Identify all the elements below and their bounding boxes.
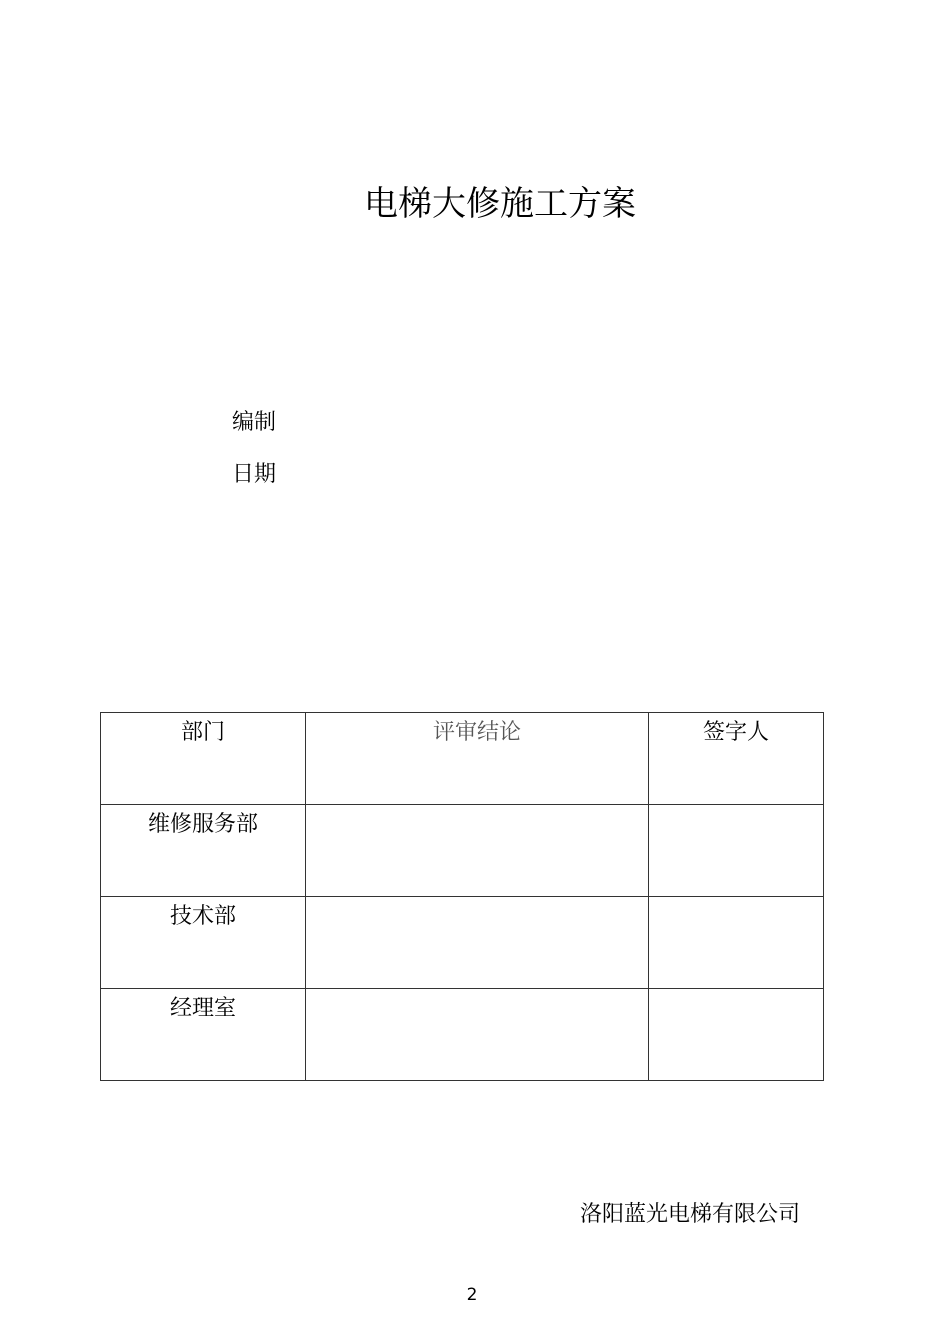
table-header-row: [101, 713, 824, 805]
signer-cell[interactable]: [649, 805, 824, 897]
department-cell: 技术部: [101, 897, 306, 989]
compile-label: 编制: [232, 410, 277, 435]
department-cell: 维修服务部: [101, 805, 306, 897]
header-department: 部门: [101, 713, 306, 805]
signer-cell[interactable]: [649, 897, 824, 989]
table-row: [101, 989, 824, 1081]
date-label: 日期: [232, 462, 277, 487]
signer-cell[interactable]: [649, 989, 824, 1081]
table-row: [101, 897, 824, 989]
header-conclusion: 评审结论: [306, 713, 649, 805]
table-row: [101, 805, 824, 897]
conclusion-cell[interactable]: [306, 897, 649, 989]
header-signer: 签字人: [649, 713, 824, 805]
document-title: 电梯大修施工方案: [364, 184, 636, 224]
company-name: 洛阳蓝光电梯有限公司: [580, 1202, 801, 1227]
conclusion-cell[interactable]: [306, 805, 649, 897]
conclusion-cell[interactable]: [306, 989, 649, 1081]
page-number: 2: [466, 1285, 478, 1305]
review-table: [100, 712, 824, 1081]
department-cell: 经理室: [101, 989, 306, 1081]
